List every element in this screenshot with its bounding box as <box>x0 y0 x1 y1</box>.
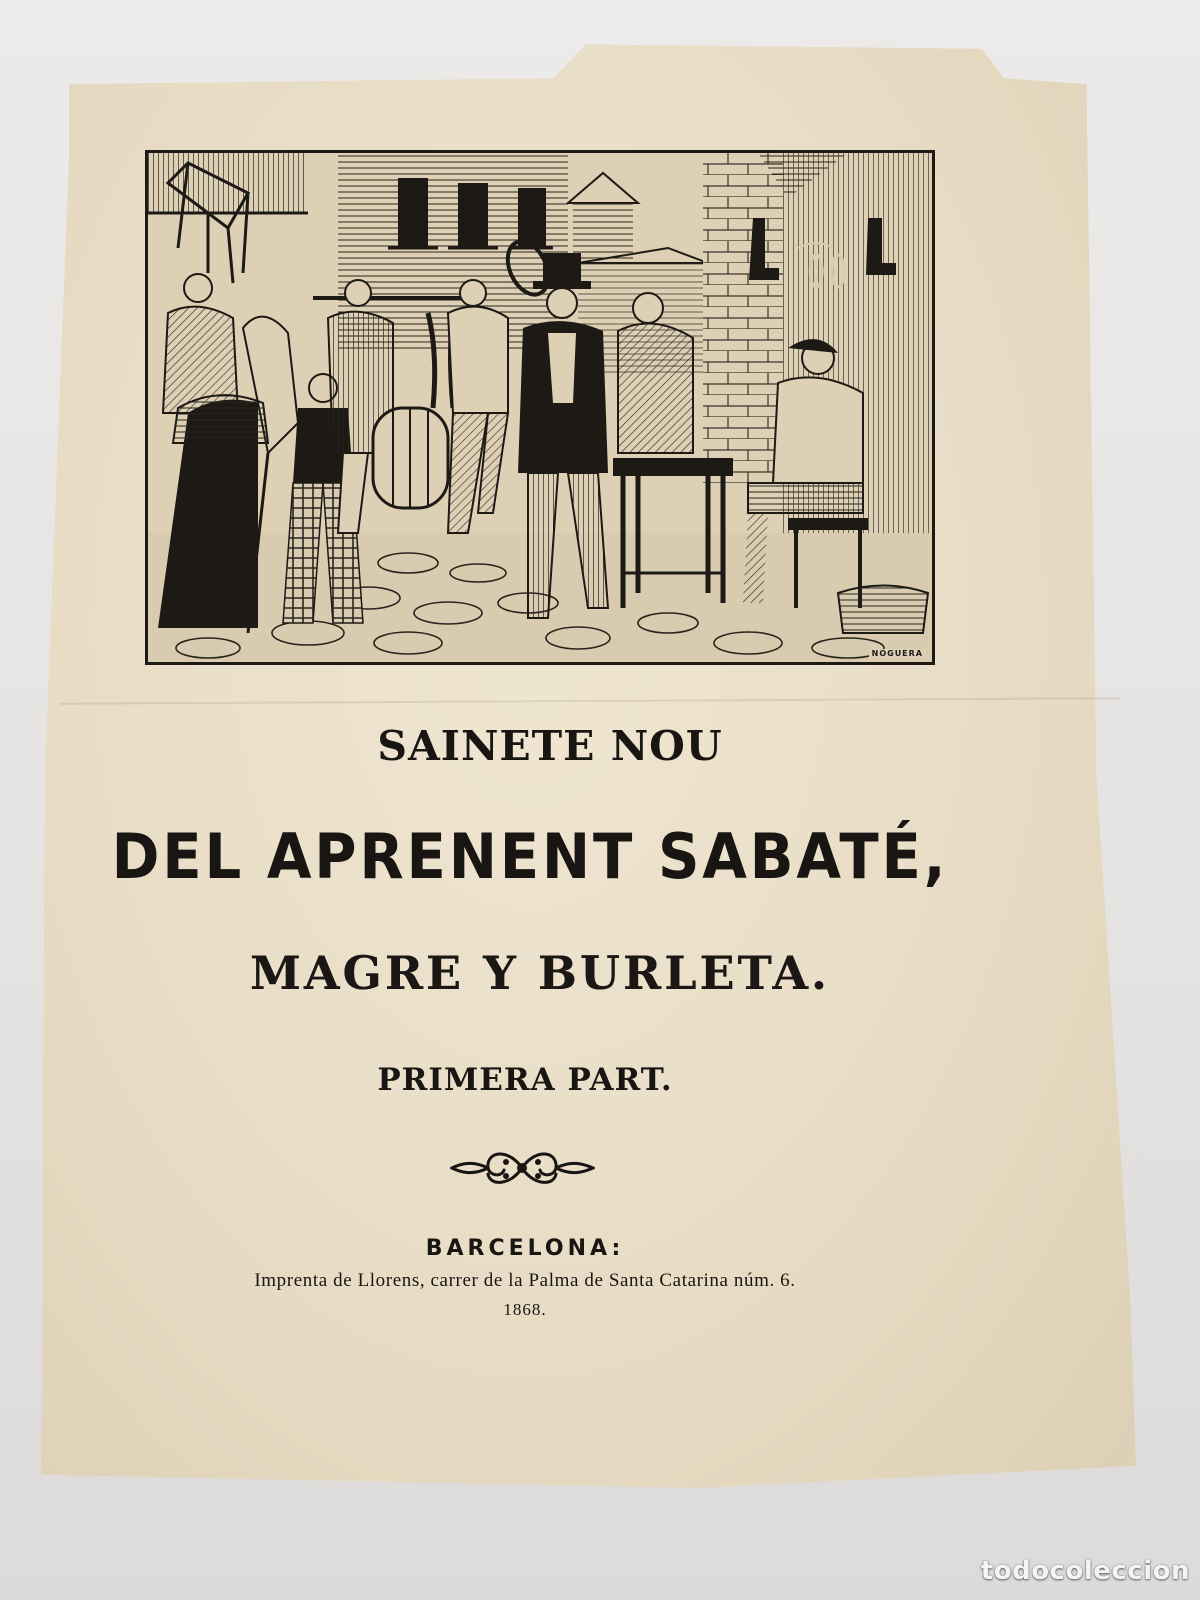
street-scene-illustration <box>148 153 932 662</box>
engraver-signature: NOGUERA <box>869 649 926 658</box>
typographic-ornament-icon <box>450 1142 595 1194</box>
imprint-address: Imprenta de Llorens, carrer de la Palma de Santa Catarina núm. 6. <box>254 1270 796 1291</box>
title-line-part: PRIMERA PART. <box>377 1062 673 1098</box>
title-line-aprenent: DEL APRENENT SABATÉ, <box>111 820 949 893</box>
title-line-magre <box>0 946 1140 1000</box>
woodcut-engraving <box>145 150 935 665</box>
site-watermark: todocoleccion <box>980 1556 1190 1586</box>
imprint-year: 1868. <box>503 1300 547 1319</box>
imprint-city: BARCELONA: <box>425 1236 625 1261</box>
title-line-sainete: SAINETE NOU <box>377 722 723 770</box>
title-line-magre-text: MAGRE Y BURLETA. <box>249 946 831 1000</box>
